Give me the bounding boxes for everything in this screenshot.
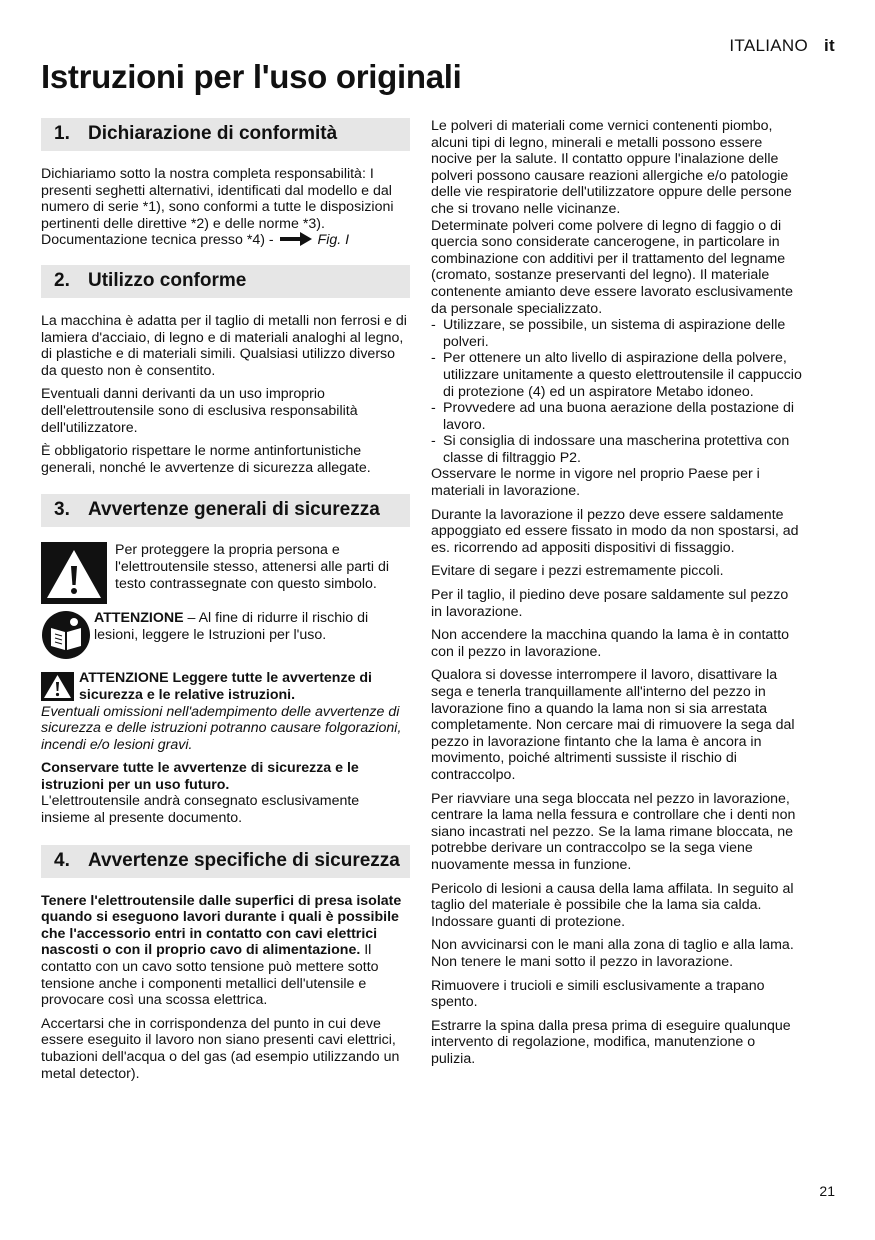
conformity-paragraph [41, 166, 410, 249]
paragraph: Pericolo di lesioni a causa della lama affilata. In seguito al taglio del materiale è possibile che la lama sia calda. Indossare guanti di protezione. [431, 880, 794, 930]
section-number: 3. [54, 499, 70, 521]
section-title: Avvertenze generali di sicurezza [88, 499, 380, 521]
section-title: Utilizzo conforme [88, 269, 247, 291]
read-all-warnings-block [41, 670, 410, 753]
dust-list [431, 317, 803, 466]
read-manual-icon [41, 610, 91, 660]
warning-triangle-icon [41, 542, 107, 604]
section-number: 4. [54, 849, 70, 871]
section-1-heading [41, 118, 410, 151]
left-column [41, 118, 410, 1089]
paragraph: Per il taglio, il piedino deve posare saldamente sul pezzo in lavorazione. [431, 587, 789, 620]
paragraph: Eventuali danni derivanti da un uso improprio dell'elettroutensile sono di esclusiva responsabilità dell'utilizzatore. [41, 386, 358, 436]
language-label: ITALIANO [729, 36, 809, 55]
section-number: 2. [54, 269, 70, 291]
attention-label: ATTENZIONE [94, 610, 184, 627]
list-item: - Utilizzare, se possibile, un sistema di aspirazione delle polveri. [431, 317, 786, 350]
paragraph: Per riavviare una sega bloccata nel pezzo in lavorazione, centrare la lama nella fessura e controllare che i denti non siano incastrati nel pezzo. Se la lama rimane bloccata, ne potrebbe derivare un contraccolpo se la sega viene nuovamente messa in funzione. [431, 790, 796, 873]
list-item: - Per ottenere un alto livello di aspirazione della polvere, utilizzare unitamente a questo elettroutensile il cappuccio di protezione (4) ed un aspiratore Metabo idoneo. [431, 350, 802, 400]
paragraph: Osservare le norme in vigore nel proprio Paese per i materiali in lavorazione. [431, 466, 760, 500]
list-item: - Si consiglia di indossare una mascherina protettiva con classe di filtraggio P2. [431, 433, 790, 466]
read-all-warnings-heading [41, 670, 410, 703]
warning-triangle-small-icon [41, 672, 74, 701]
right-column [431, 118, 803, 1074]
section-number: 1. [54, 123, 70, 144]
figure-reference: Fig. I [317, 232, 350, 249]
language-header [729, 36, 835, 56]
page-number: 21 [819, 1183, 835, 1199]
conformity-text: Dichiariamo sotto la nostra completa responsabilità: I presenti seghetti alternativi, identificati dal modello e dal numero di serie *1), sono conformi a tutte le disposizioni pertinenti delle direttive *2) e delle norme *3). Documentazione tecnica presso *4) - [41, 166, 394, 249]
read-manual-note [41, 610, 410, 660]
insulated-grip-text: Il contatto con un cavo sotto tensione può mettere sotto tensione anche i componenti metallici dell'utensile e provocare così una scossa elettrica. [41, 942, 379, 1009]
paragraph: Estrarre la spina dalla presa prima di eseguire qualunque intervento di regolazione, modifica, manutenzione o pulizia. [431, 1017, 791, 1067]
dust-text-2: Determinate polveri come polvere di legno di faggio o di quercia sono considerate cancerogene, in particolare in combinazione con additivi per il trattamento del legname (cromato, sostanze preservanti del legno). Il materiale contenente amianto deve essere lavorato esclusivamente da personale specializzato. [431, 217, 793, 317]
paragraph: Non accendere la macchina quando la lama è in contatto con il pezzo in lavorazione. [431, 627, 790, 660]
language-code: it [824, 36, 835, 55]
paragraph: La macchina è adatta per il taglio di metalli non ferrosi e di lamiera d'acciaio, di legno e di materiali analoghi al legno, di plastiche e di materiali simili. Qualsiasi utilizzo diverso da questo non è consentito. [41, 312, 407, 379]
paragraph [431, 118, 803, 317]
section-3-heading [41, 494, 410, 527]
section-title: Avvertenze specifiche di sicurezza [88, 849, 400, 871]
paragraph: Durante la lavorazione il pezzo deve essere saldamente appoggiato ed essere fissato in modo da non spostarsi, ad es. ricorrendo ad appositi dispositivi di fissaggio. [431, 506, 799, 556]
warning-symbol-note [41, 542, 410, 604]
read-manual-text [94, 610, 410, 660]
paragraph: È obbligatorio rispettare le norme antinfortunistiche generali, nonché le avvertenze di sicurezza allegate. [41, 443, 371, 476]
list-item: - Provvedere ad una buona aerazione della postazione di lavoro. [431, 400, 795, 433]
paragraph [41, 893, 410, 1009]
read-all-warnings-text: Eventuali omissioni nell'adempimento delle avvertenze di sicurezza e delle istruzioni potranno causare folgorazioni, incendi e/o lesioni gravi. [41, 703, 402, 753]
warning-symbol-text: Per proteggere la propria persona e l'elettroutensile stesso, attenersi alle parti di testo contrassegnate con questo simbolo. [115, 542, 389, 592]
paragraph: Accertarsi che in corrispondenza del punto in cui deve essere eseguito il lavoro non siano presenti cavi elettrici, tubazioni dell'acqua o del gas (ad esempio utilizzando un metal detector). [41, 1015, 400, 1082]
paragraph: Rimuovere i trucioli e simili esclusivamente a trapano spento. [431, 977, 765, 1011]
paragraph: Evitare di segare i pezzi estremamente piccoli. [431, 563, 724, 580]
read-manual-body: – Al fine di ridurre il rischio di lesioni, leggere le Istruzioni per l'uso. [94, 610, 369, 643]
read-all-warnings-title: ATTENZIONE Leggere tutte le avvertenze di sicurezza e le relative istruzioni. [79, 670, 373, 703]
keep-instructions-title: Conservare tutte le avvertenze di sicurezza e le istruzioni per un uso futuro. [41, 760, 359, 793]
page-title: Istruzioni per l'uso originali [41, 58, 462, 95]
paragraph: Qualora si dovesse interrompere il lavoro, disattivare la sega e tenerla tranquillamente all'interno del pezzo in lavorazione fino a quando la lama non si sia arrestata completamente. Non cercare mai di rimuovere la sega dal pezzo in lavorazione fintanto che la lama è ancora in movimento, poiché altrimenti sussiste il rischio di contraccolpo. [431, 667, 795, 783]
paragraph: Non avvicinarsi con le mani alla zona di taglio e alla lama. Non tenere le mani sotto il pezzo in lavorazione. [431, 937, 794, 970]
section-2-heading [41, 265, 410, 298]
dust-text-1: Le polveri di materiali come vernici contenenti piombo, alcuni tipi di legno, minerali e metalli possono essere nocive per la salute. Il contatto oppure l'inalazione delle polveri possono causare reazioni allergiche e/o patologie delle vie respiratorie dell'utilizzatore oppure delle persone che si trovano nelle vicinanze. [431, 118, 792, 217]
keep-instructions-paragraph [41, 760, 410, 826]
insulated-grip-warning: Tenere l'elettroutensile dalle superfici di presa isolate quando si eseguono lavori durante i quali è possibile che l'accessorio entri in contatto con cavi elettrici nascosti o con il proprio cavo di alimentazione. [41, 892, 402, 959]
section-title: Dichiarazione di conformità [88, 123, 338, 144]
arrow-right-icon [280, 232, 312, 246]
section-4-heading [41, 845, 410, 878]
keep-instructions-text: L'elettroutensile andrà consegnato esclusivamente insieme al presente documento. [41, 793, 360, 827]
